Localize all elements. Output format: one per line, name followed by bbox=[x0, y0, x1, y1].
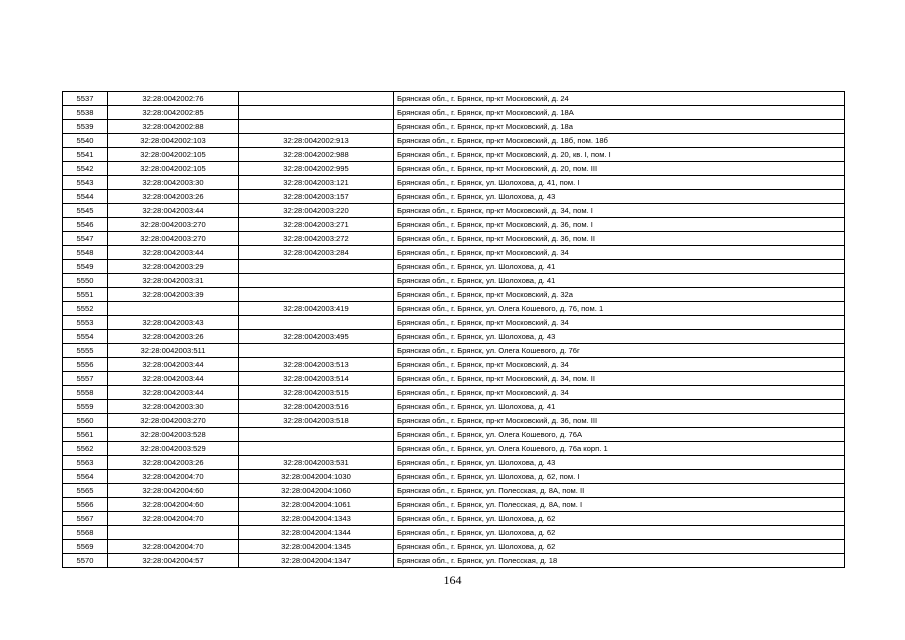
table-row bbox=[63, 484, 845, 498]
register-table-body bbox=[63, 92, 845, 568]
address-cell: Брянская обл., г. Брянск, пр-кт Московский, д. 18а bbox=[394, 120, 845, 134]
address-cell: Брянская обл., г. Брянск, ул. Шолохова, д. 62 bbox=[394, 526, 845, 540]
cadastral-number-parcel-cell: 32:28:0042003:29 bbox=[108, 260, 239, 274]
row-number-cell: 5549 bbox=[63, 260, 108, 274]
cadastral-number-object-cell bbox=[239, 92, 394, 106]
cadastral-number-object-cell: 32:28:0042002:988 bbox=[239, 148, 394, 162]
row-number-cell: 5556 bbox=[63, 358, 108, 372]
address-cell: Брянская обл., г. Брянск, пр-кт Московский, д. 20, кв. I, пом. I bbox=[394, 148, 845, 162]
cadastral-number-parcel-cell: 32:28:0042003:511 bbox=[108, 344, 239, 358]
cadastral-number-object-cell bbox=[239, 288, 394, 302]
cadastral-number-object-cell bbox=[239, 316, 394, 330]
cadastral-number-object-cell: 32:28:0042003:272 bbox=[239, 232, 394, 246]
cadastral-number-parcel-cell: 32:28:0042003:529 bbox=[108, 442, 239, 456]
table-row bbox=[63, 134, 845, 148]
table-row bbox=[63, 554, 845, 568]
table-row bbox=[63, 120, 845, 134]
table-row bbox=[63, 358, 845, 372]
address-cell: Брянская обл., г. Брянск, пр-кт Московский, д. 34 bbox=[394, 358, 845, 372]
row-number-cell: 5563 bbox=[63, 456, 108, 470]
address-cell: Брянская обл., г. Брянск, пр-кт Московский, д. 36, пом. I bbox=[394, 218, 845, 232]
table-row bbox=[63, 246, 845, 260]
row-number-cell: 5561 bbox=[63, 428, 108, 442]
row-number-cell: 5546 bbox=[63, 218, 108, 232]
cadastral-number-parcel-cell: 32:28:0042003:270 bbox=[108, 414, 239, 428]
cadastral-number-object-cell: 32:28:0042003:271 bbox=[239, 218, 394, 232]
table-row bbox=[63, 344, 845, 358]
cadastral-number-parcel-cell: 32:28:0042003:26 bbox=[108, 330, 239, 344]
cadastral-number-parcel-cell: 32:28:0042002:76 bbox=[108, 92, 239, 106]
cadastral-number-parcel-cell: 32:28:0042002:85 bbox=[108, 106, 239, 120]
cadastral-number-parcel-cell: 32:28:0042003:270 bbox=[108, 232, 239, 246]
address-cell: Брянская обл., г. Брянск, пр-кт Московский, д. 20, пом. III bbox=[394, 162, 845, 176]
cadastral-number-object-cell: 32:28:0042004:1343 bbox=[239, 512, 394, 526]
cadastral-number-parcel-cell: 32:28:0042003:44 bbox=[108, 358, 239, 372]
address-cell: Брянская обл., г. Брянск, ул. Олега Кошевого, д. 76г bbox=[394, 344, 845, 358]
table-row bbox=[63, 260, 845, 274]
row-number-cell: 5543 bbox=[63, 176, 108, 190]
cadastral-number-object-cell bbox=[239, 106, 394, 120]
address-cell: Брянская обл., г. Брянск, ул. Шолохова, д. 62 bbox=[394, 512, 845, 526]
row-number-cell: 5553 bbox=[63, 316, 108, 330]
cadastral-number-parcel-cell: 32:28:0042004:70 bbox=[108, 470, 239, 484]
cadastral-number-object-cell: 32:28:0042003:514 bbox=[239, 372, 394, 386]
table-row bbox=[63, 218, 845, 232]
cadastral-number-parcel-cell: 32:28:0042004:60 bbox=[108, 498, 239, 512]
cadastral-number-object-cell: 32:28:0042003:518 bbox=[239, 414, 394, 428]
table-row bbox=[63, 428, 845, 442]
cadastral-number-object-cell: 32:28:0042003:531 bbox=[239, 456, 394, 470]
table-row bbox=[63, 330, 845, 344]
cadastral-number-parcel-cell: 32:28:0042003:44 bbox=[108, 372, 239, 386]
table-row bbox=[63, 148, 845, 162]
row-number-cell: 5537 bbox=[63, 92, 108, 106]
row-number-cell: 5552 bbox=[63, 302, 108, 316]
row-number-cell: 5562 bbox=[63, 442, 108, 456]
cadastral-number-object-cell bbox=[239, 274, 394, 288]
table-row bbox=[63, 470, 845, 484]
address-cell: Брянская обл., г. Брянск, пр-кт Московский, д. 32а bbox=[394, 288, 845, 302]
row-number-cell: 5547 bbox=[63, 232, 108, 246]
cadastral-number-object-cell bbox=[239, 442, 394, 456]
row-number-cell: 5545 bbox=[63, 204, 108, 218]
table-row bbox=[63, 232, 845, 246]
row-number-cell: 5541 bbox=[63, 148, 108, 162]
table-row bbox=[63, 512, 845, 526]
cadastral-number-object-cell: 32:28:0042004:1030 bbox=[239, 470, 394, 484]
address-cell: Брянская обл., г. Брянск, пр-кт Московский, д. 34 bbox=[394, 316, 845, 330]
cadastral-number-parcel-cell bbox=[108, 302, 239, 316]
cadastral-number-object-cell bbox=[239, 344, 394, 358]
row-number-cell: 5540 bbox=[63, 134, 108, 148]
row-number-cell: 5544 bbox=[63, 190, 108, 204]
address-cell: Брянская обл., г. Брянск, пр-кт Московский, д. 34 bbox=[394, 246, 845, 260]
table-row bbox=[63, 498, 845, 512]
table-row bbox=[63, 526, 845, 540]
cadastral-number-parcel-cell: 32:28:0042002:88 bbox=[108, 120, 239, 134]
cadastral-number-object-cell: 32:28:0042003:515 bbox=[239, 386, 394, 400]
table-row bbox=[63, 204, 845, 218]
table-row bbox=[63, 372, 845, 386]
cadastral-number-parcel-cell: 32:28:0042004:70 bbox=[108, 512, 239, 526]
address-cell: Брянская обл., г. Брянск, ул. Шолохова, д. 43 bbox=[394, 456, 845, 470]
cadastral-number-parcel-cell: 32:28:0042003:44 bbox=[108, 204, 239, 218]
table-row bbox=[63, 414, 845, 428]
cadastral-number-parcel-cell: 32:28:0042003:30 bbox=[108, 400, 239, 414]
row-number-cell: 5557 bbox=[63, 372, 108, 386]
cadastral-number-object-cell: 32:28:0042004:1345 bbox=[239, 540, 394, 554]
table-row bbox=[63, 162, 845, 176]
row-number-cell: 5555 bbox=[63, 344, 108, 358]
cadastral-number-object-cell bbox=[239, 120, 394, 134]
table-row bbox=[63, 288, 845, 302]
cadastral-number-parcel-cell: 32:28:0042002:105 bbox=[108, 148, 239, 162]
cadastral-number-parcel-cell: 32:28:0042004:57 bbox=[108, 554, 239, 568]
address-cell: Брянская обл., г. Брянск, ул. Олега Кошевого, д. 76, пом. 1 bbox=[394, 302, 845, 316]
address-cell: Брянская обл., г. Брянск, ул. Полесская, д. 8А, пом. II bbox=[394, 484, 845, 498]
cadastral-number-parcel-cell: 32:28:0042003:43 bbox=[108, 316, 239, 330]
cadastral-number-object-cell: 32:28:0042004:1344 bbox=[239, 526, 394, 540]
address-cell: Брянская обл., г. Брянск, ул. Шолохова, д. 41 bbox=[394, 260, 845, 274]
table-row bbox=[63, 400, 845, 414]
table-row bbox=[63, 274, 845, 288]
row-number-cell: 5554 bbox=[63, 330, 108, 344]
address-cell: Брянская обл., г. Брянск, ул. Шолохова, д. 62 bbox=[394, 540, 845, 554]
row-number-cell: 5551 bbox=[63, 288, 108, 302]
address-cell: Брянская обл., г. Брянск, ул. Шолохова, д. 43 bbox=[394, 330, 845, 344]
table-row bbox=[63, 92, 845, 106]
cadastral-number-object-cell: 32:28:0042003:220 bbox=[239, 204, 394, 218]
row-number-cell: 5560 bbox=[63, 414, 108, 428]
address-cell: Брянская обл., г. Брянск, пр-кт Московский, д. 34 bbox=[394, 386, 845, 400]
row-number-cell: 5559 bbox=[63, 400, 108, 414]
table-row bbox=[63, 106, 845, 120]
address-cell: Брянская обл., г. Брянск, пр-кт Московский, д. 34, пом. I bbox=[394, 204, 845, 218]
row-number-cell: 5548 bbox=[63, 246, 108, 260]
cadastral-number-object-cell: 32:28:0042003:516 bbox=[239, 400, 394, 414]
address-cell: Брянская обл., г. Брянск, ул. Шолохова, д. 43 bbox=[394, 190, 845, 204]
cadastral-number-object-cell bbox=[239, 260, 394, 274]
cadastral-number-object-cell: 32:28:0042002:995 bbox=[239, 162, 394, 176]
cadastral-number-object-cell: 32:28:0042002:913 bbox=[239, 134, 394, 148]
address-cell: Брянская обл., г. Брянск, пр-кт Московский, д. 36, пом. III bbox=[394, 414, 845, 428]
table-row bbox=[63, 190, 845, 204]
table-row bbox=[63, 316, 845, 330]
cadastral-number-object-cell: 32:28:0042004:1061 bbox=[239, 498, 394, 512]
row-number-cell: 5550 bbox=[63, 274, 108, 288]
page-number: 164 bbox=[443, 573, 462, 587]
address-cell: Брянская обл., г. Брянск, пр-кт Московский, д. 36, пом. II bbox=[394, 232, 845, 246]
cadastral-number-parcel-cell: 32:28:0042003:26 bbox=[108, 190, 239, 204]
cadastral-number-object-cell: 32:28:0042003:121 bbox=[239, 176, 394, 190]
cadastral-number-parcel-cell: 32:28:0042003:44 bbox=[108, 246, 239, 260]
cadastral-number-parcel-cell: 32:28:0042003:31 bbox=[108, 274, 239, 288]
address-cell: Брянская обл., г. Брянск, пр-кт Московский, д. 24 bbox=[394, 92, 845, 106]
row-number-cell: 5567 bbox=[63, 512, 108, 526]
cadastral-number-parcel-cell: 32:28:0042003:270 bbox=[108, 218, 239, 232]
row-number-cell: 5570 bbox=[63, 554, 108, 568]
cadastral-number-parcel-cell: 32:28:0042002:105 bbox=[108, 162, 239, 176]
cadastral-number-object-cell: 32:28:0042003:495 bbox=[239, 330, 394, 344]
row-number-cell: 5538 bbox=[63, 106, 108, 120]
cadastral-number-object-cell: 32:28:0042003:157 bbox=[239, 190, 394, 204]
cadastral-number-object-cell: 32:28:0042003:284 bbox=[239, 246, 394, 260]
table-row bbox=[63, 176, 845, 190]
address-cell: Брянская обл., г. Брянск, пр-кт Московский, д. 18А bbox=[394, 106, 845, 120]
cadastral-number-parcel-cell: 32:28:0042003:39 bbox=[108, 288, 239, 302]
row-number-cell: 5569 bbox=[63, 540, 108, 554]
row-number-cell: 5566 bbox=[63, 498, 108, 512]
address-cell: Брянская обл., г. Брянск, ул. Полесская, д. 8А, пом. I bbox=[394, 498, 845, 512]
address-cell: Брянская обл., г. Брянск, ул. Олега Кошевого, д. 76А bbox=[394, 428, 845, 442]
cadastral-number-object-cell: 32:28:0042004:1060 bbox=[239, 484, 394, 498]
row-number-cell: 5568 bbox=[63, 526, 108, 540]
cadastral-number-parcel-cell: 32:28:0042002:103 bbox=[108, 134, 239, 148]
table-row bbox=[63, 386, 845, 400]
row-number-cell: 5542 bbox=[63, 162, 108, 176]
cadastral-number-parcel-cell: 32:28:0042003:44 bbox=[108, 386, 239, 400]
cadastral-number-parcel-cell bbox=[108, 526, 239, 540]
address-cell: Брянская обл., г. Брянск, ул. Олега Кошевого, д. 76а корп. 1 bbox=[394, 442, 845, 456]
cadastral-number-object-cell: 32:28:0042003:513 bbox=[239, 358, 394, 372]
table-row bbox=[63, 442, 845, 456]
address-cell: Брянская обл., г. Брянск, ул. Полесская, д. 18 bbox=[394, 554, 845, 568]
cadastral-number-object-cell bbox=[239, 428, 394, 442]
address-cell: Брянская обл., г. Брянск, ул. Шолохова, д. 41 bbox=[394, 400, 845, 414]
register-table bbox=[62, 91, 845, 568]
row-number-cell: 5558 bbox=[63, 386, 108, 400]
address-cell: Брянская обл., г. Брянск, пр-кт Московский, д. 34, пом. II bbox=[394, 372, 845, 386]
cadastral-number-parcel-cell: 32:28:0042004:60 bbox=[108, 484, 239, 498]
address-cell: Брянская обл., г. Брянск, ул. Шолохова, д. 41 bbox=[394, 274, 845, 288]
cadastral-number-parcel-cell: 32:28:0042004:70 bbox=[108, 540, 239, 554]
cadastral-number-object-cell: 32:28:0042003:419 bbox=[239, 302, 394, 316]
cadastral-number-object-cell: 32:28:0042004:1347 bbox=[239, 554, 394, 568]
table-row bbox=[63, 302, 845, 316]
row-number-cell: 5565 bbox=[63, 484, 108, 498]
cadastral-number-parcel-cell: 32:28:0042003:26 bbox=[108, 456, 239, 470]
row-number-cell: 5539 bbox=[63, 120, 108, 134]
row-number-cell: 5564 bbox=[63, 470, 108, 484]
address-cell: Брянская обл., г. Брянск, ул. Шолохова, д. 62, пом. I bbox=[394, 470, 845, 484]
address-cell: Брянская обл., г. Брянск, пр-кт Московский, д. 18б, пом. 18б bbox=[394, 134, 845, 148]
table-row bbox=[63, 540, 845, 554]
address-cell: Брянская обл., г. Брянск, ул. Шолохова, д. 41, пом. I bbox=[394, 176, 845, 190]
cadastral-number-parcel-cell: 32:28:0042003:30 bbox=[108, 176, 239, 190]
table-row bbox=[63, 456, 845, 470]
cadastral-number-parcel-cell: 32:28:0042003:528 bbox=[108, 428, 239, 442]
